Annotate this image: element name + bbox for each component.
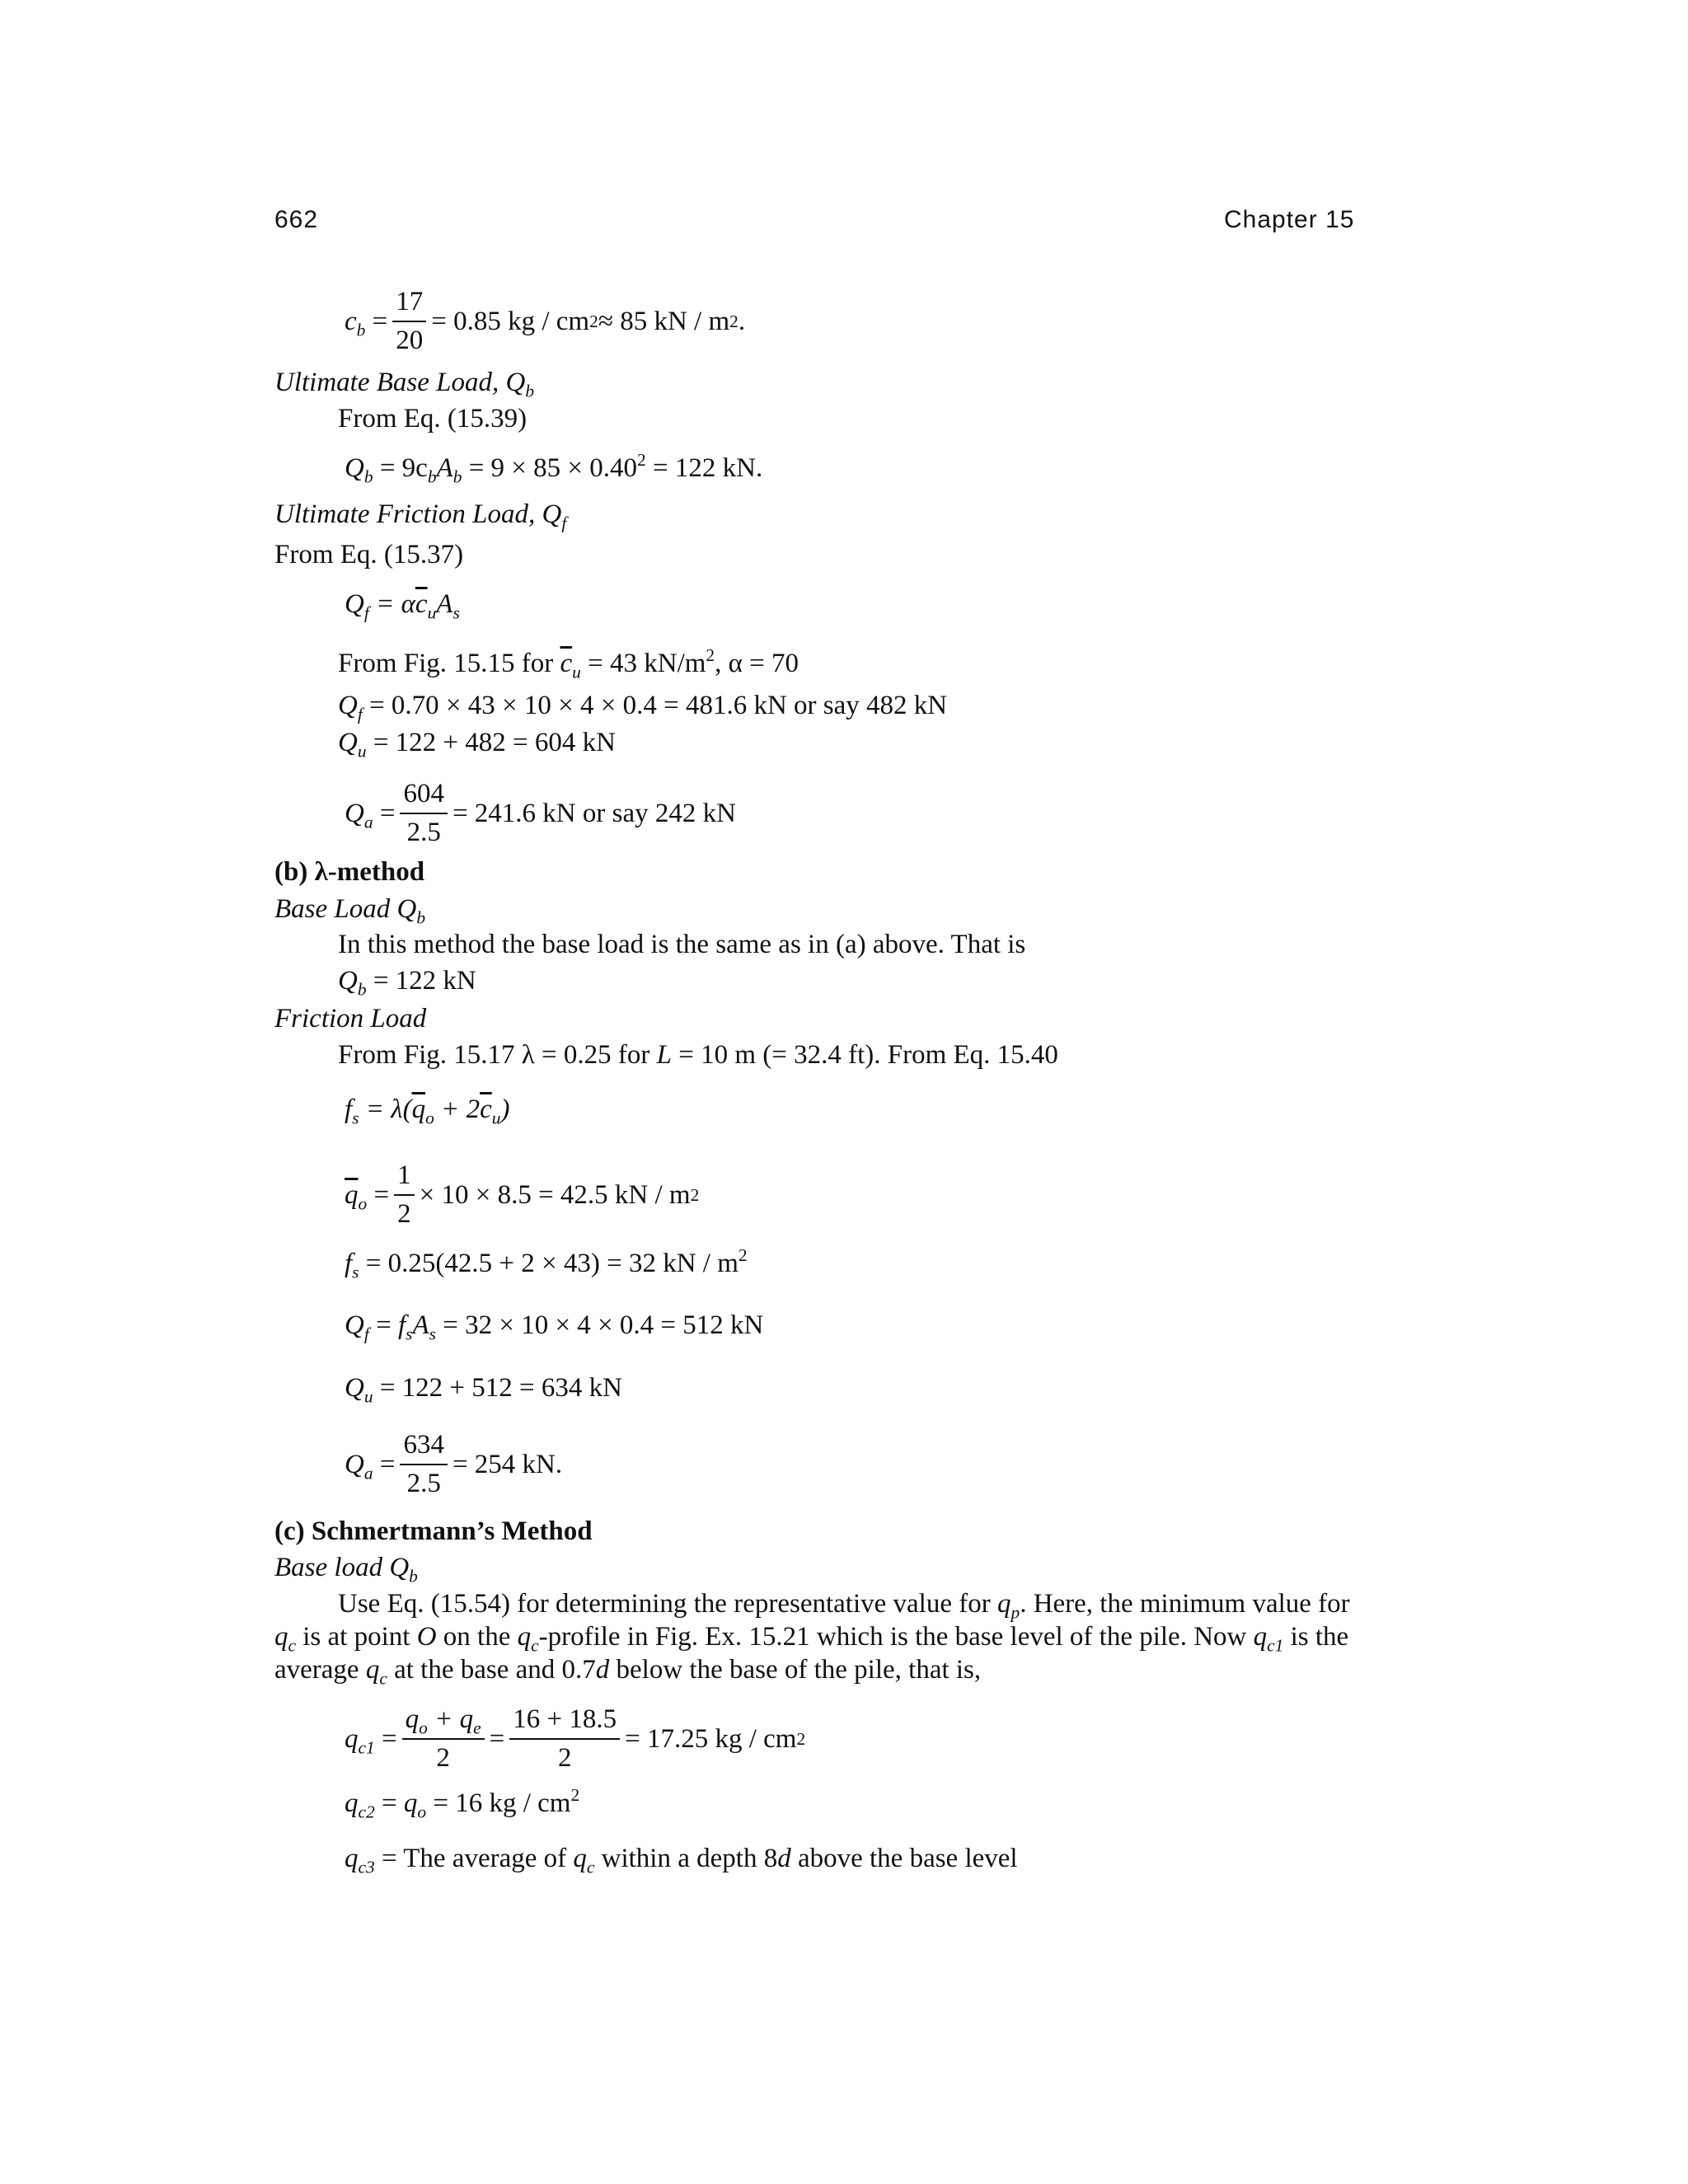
para-c-line3: average $q_c$ at the base and 0.7d below the base of the pile, that is, — [274, 1655, 982, 1689]
qu-calc: $Q_u = 122 + 482 = 604$ kN — [338, 728, 616, 762]
qf-formula: $Q_f = \alpha\overline{c}_uA_s$ — [345, 589, 460, 623]
qf-calc: $Q_f = 0.70 \times 43 \times 10 \times 4 \times 0.4 = 481.6$ kN or say 482 kN — [338, 691, 948, 724]
para-c-line2: $q_c$ is at point O on the $q_c$-profile in Fig. Ex. 15.21 which is the base level of the pile. Now $q_{c1}$ is the — [274, 1622, 1349, 1656]
qf-calc-2: $Q_f = f_sA_s = 32 \times 10 \times 4 \times 0.4 = 512$ kN — [345, 1310, 764, 1344]
qb-equation: $Q_b = 9c_bA_b = 9 \times 85 \times 0.40^2 = 122$ kN. — [345, 450, 763, 487]
heading-friction-load: Friction Load — [274, 1004, 427, 1033]
section-b-heading: (b) λ-method — [274, 857, 425, 887]
page-number: 662 — [274, 206, 319, 233]
base-load-text: In this method the base load is the same as in (a) above. That is — [338, 930, 1026, 959]
heading-base-load-c: Base load $Q_b$ — [274, 1553, 418, 1586]
qc2-equation: $q_{c2} = q_o = 16$ kg / $cm^2$ — [345, 1785, 580, 1822]
heading-ultimate-base-load: Ultimate Base Load, $Q_b$ — [274, 368, 535, 401]
from-eq-1537: From Eq. (15.37) — [274, 540, 464, 569]
para-c-line1: Use Eq. (15.54) for determining the representative value for $q_p$. Here, the minimum value for — [338, 1589, 1350, 1623]
heading-base-load: Base Load $Q_b$ — [274, 894, 426, 928]
section-c-heading: (c) Schmertmann’s Method — [274, 1516, 593, 1546]
from-eq-1539: From Eq. (15.39) — [338, 404, 528, 434]
from-fig-1515: From Fig. 15.15 for $\overline{c}_u = 43$ $kN/m^2$, α = 70 — [338, 645, 799, 682]
fs-calc: $f_s = 0.25(42.5 + 2 \times 43) = 32$ kN / $m^2$ — [345, 1245, 748, 1282]
qa-equation-1: $Q_a$ = $\frac{604}{2.5}$ = 241.6 kN or say 242 kN — [345, 779, 736, 847]
qa-equation-2: $Q_a$ = $\frac{634}{2.5}$ = 254 kN. — [345, 1430, 563, 1498]
heading-ultimate-friction-load: Ultimate Friction Load, $Q_f$ — [274, 499, 567, 533]
qc3-equation: $q_{c3}$ = The average of $q_c$ within a depth 8d above the base level — [345, 1844, 1018, 1877]
cb-equation: $c_b$ = $\frac{17}{20}$ = 0.85 kg / cm 2 ≈ 85 kN / m 2 . — [345, 287, 746, 355]
qc1-equation: $q_{c1}$ = $\frac{q_o + q_e}{2}$ = $\frac{16 + 18.5}{2}$ = 17.25 kg / cm 2 — [345, 1704, 806, 1773]
qb-122: $Q_b = 122$ kN — [338, 966, 476, 1000]
chapter-title: Chapter 15 — [1224, 206, 1355, 233]
from-fig-1517: From Fig. 15.17 λ = 0.25 for L = 10 m (= 32.4 ft). From Eq. 15.40 — [338, 1040, 1058, 1070]
qo-equation: $\overline{q}_o$ = $\frac{1}{2}$ × 10 × 8.5 = 42.5 kN / m 2 — [345, 1160, 700, 1229]
fs-formula: $f_s = \lambda(\overline{q}_o + 2\overline{c}_u)$ — [345, 1094, 510, 1128]
qu-calc-2: $Q_u = 122 + 512 = 634$ kN — [345, 1373, 622, 1407]
